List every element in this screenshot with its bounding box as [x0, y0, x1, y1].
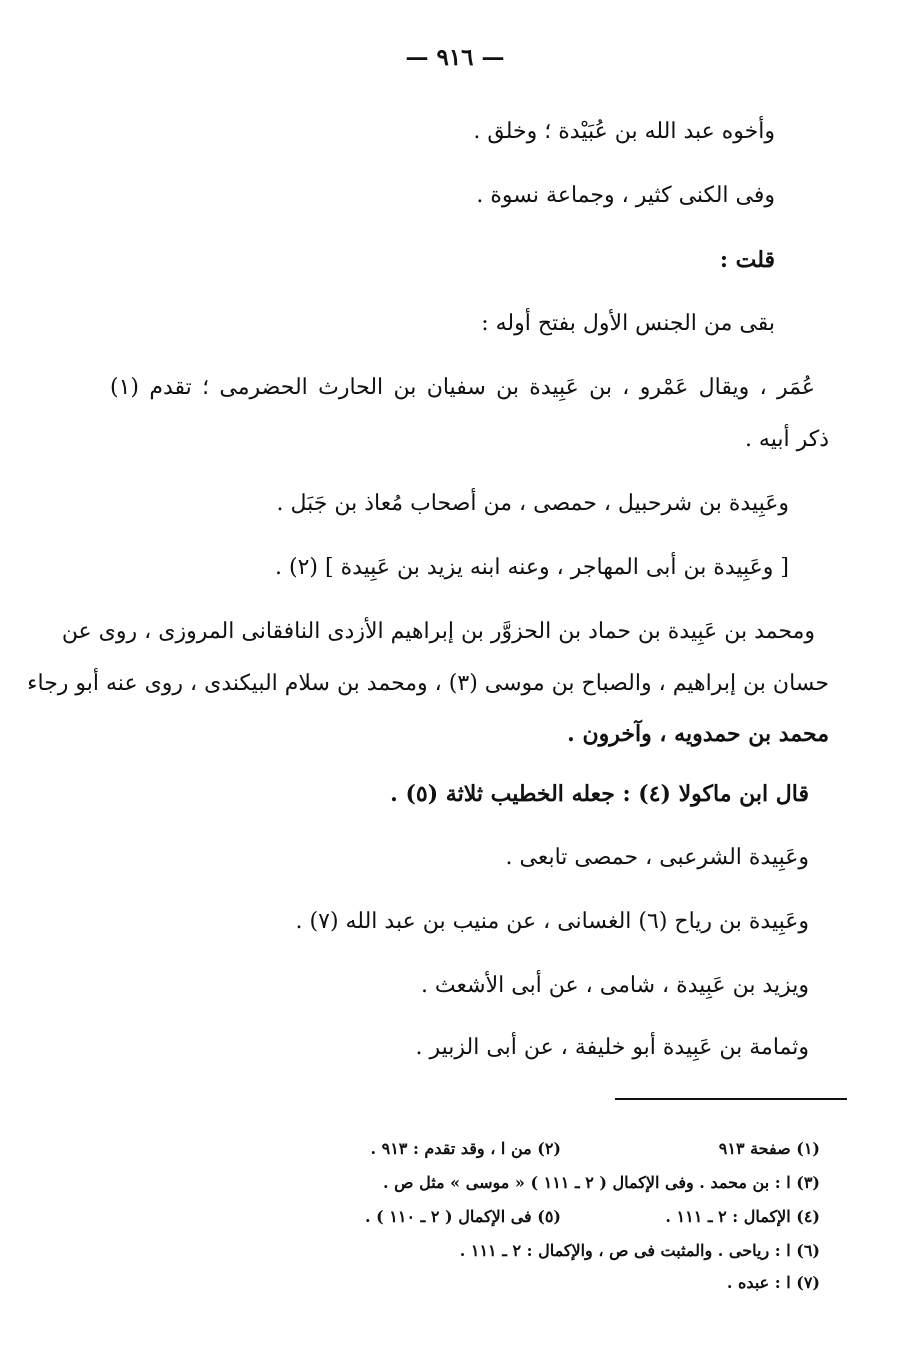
- text-line: قال ابن ماكولا (٤) : جعله الخطيب ثلاثة (٥) .: [390, 781, 809, 807]
- footnote-6: (٦) ا : رياحى . والمثبت فى ص ، والإكمال : ٢ ـ ١١١ .: [459, 1241, 820, 1260]
- text-line: عُمَر ، ويقال عَمْرو ، بن عَبِيدة بن سفيان بن الحارث الحضرمى ؛ تقدم (١): [110, 375, 815, 400]
- text-line: وعَبِيدة بن رياح (٦) الغسانى ، عن منيب بن عبد الله (٧) .: [295, 909, 809, 934]
- text-line: ومحمد بن عَبِيدة بن حماد بن الحزوَّر بن إبراهيم الأزدى النافقانى المروزى ، روى عن: [61, 619, 815, 644]
- footnote-3: (٣) ا : بن محمد . وفى الإكمال ( ٢ ـ ١١١ ) « موسى » مثل ص .: [383, 1173, 820, 1192]
- footnote-2: (٢) من ا ، وقد تقدم : ٩١٣ .: [370, 1139, 561, 1158]
- page-number: — ٩١٦ —: [405, 44, 505, 71]
- text-line: ويزيد بن عَبِيدة ، شامى ، عن أبى الأشعث .: [420, 973, 809, 998]
- text-line: وفى الكنى كثير ، وجماعة نسوة .: [476, 183, 775, 208]
- text-line: بقى من الجنس الأول بفتح أوله :: [481, 311, 775, 336]
- text-line: وعَبِيدة بن شرحبيل ، حمصى ، من أصحاب مُعاذ بن جَبَل .: [276, 491, 789, 516]
- text-line: [ وعَبِيدة بن أبى المهاجر ، وعنه ابنه يزيد بن عَبِيدة ] (٢) .: [275, 555, 789, 580]
- footnote-1: (١) صفحة ٩١٣: [718, 1139, 820, 1158]
- footnote-separator: [615, 1098, 847, 1100]
- section-heading: قلت :: [719, 247, 775, 273]
- text-line: حسان بن إبراهيم ، والصباح بن موسى (٣) ، ومحمد بن سلام البيكندى ، روى عنه أبو رجاء: [27, 671, 829, 696]
- text-line: ذكر أبيه .: [744, 427, 829, 452]
- text-line: وعَبِيدة الشرعبى ، حمصى تابعى .: [505, 845, 809, 870]
- text-line: وثمامة بن عَبِيدة أبو خليفة ، عن أبى الزبير .: [415, 1035, 809, 1060]
- footnote-7: (٧) ا : عبده .: [726, 1273, 820, 1292]
- footnote-5: (٥) فى الإكمال ( ٢ ـ ١١٠ ) .: [365, 1207, 561, 1226]
- text-line: محمد بن حمدويه ، وآخرون .: [567, 721, 829, 747]
- text-line: وأخوه عبد الله بن عُبَيْدة ؛ وخلق .: [473, 119, 775, 144]
- footnote-4: (٤) الإكمال : ٢ ـ ١١١ .: [665, 1207, 820, 1226]
